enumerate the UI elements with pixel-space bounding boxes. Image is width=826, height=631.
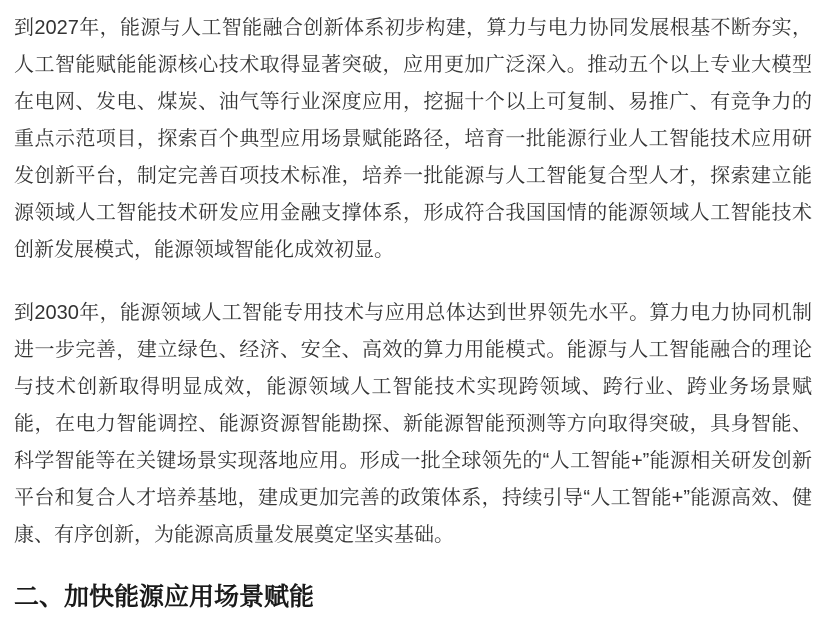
article-content [14, 10, 812, 612]
paragraph-goals-2027: 到2027年，能源与人工智能融合创新体系初步构建，算力与电力协同发展根基不断夯实，人工智能赋能能源核心技术取得显著突破，应用更加广泛深入。推动五个以上专业大模型在电网、发电、煤炭、油气等行业深度应用，挖掘十个以上可复制、易推广、有竞争力的重点示范项目，探索百个典型应用场景赋能路径，培育一批能源行业人工智能技术应用研发创新平台，制定完善百项技术标准，培养一批能源与人工智能复合型人才，探索建立能源领域人工智能技术研发应用金融支撑体系，形成符合我国国情的能源领域人工智能技术创新发展模式，能源领域智能化成效初显。 [14, 17, 812, 261]
paragraph-goals-2030: 到2030年，能源领域人工智能专用技术与应用总体达到世界领先水平。算力电力协同机制进一步完善，建立绿色、经济、安全、高效的算力用能模式。能源与人工智能融合的理论与技术创新取得明显成效，能源领域人工智能技术实现跨领域、跨行业、跨业务场景赋能，在电力智能调控、能源资源智能勘探、新能源智能预测等方向取得突破，具身智能、科学智能等在关键场景实现落地应用。形成一批全球领先的“人工智能+”能源相关研发创新平台和复合人才培养基地，建成更加完善的政策体系，持续引导“人工智能+”能源高效、健康、有序创新，为能源高质量发展奠定坚实基础。 [14, 302, 812, 546]
section-heading: 二、加快能源应用场景赋能 [14, 583, 315, 611]
